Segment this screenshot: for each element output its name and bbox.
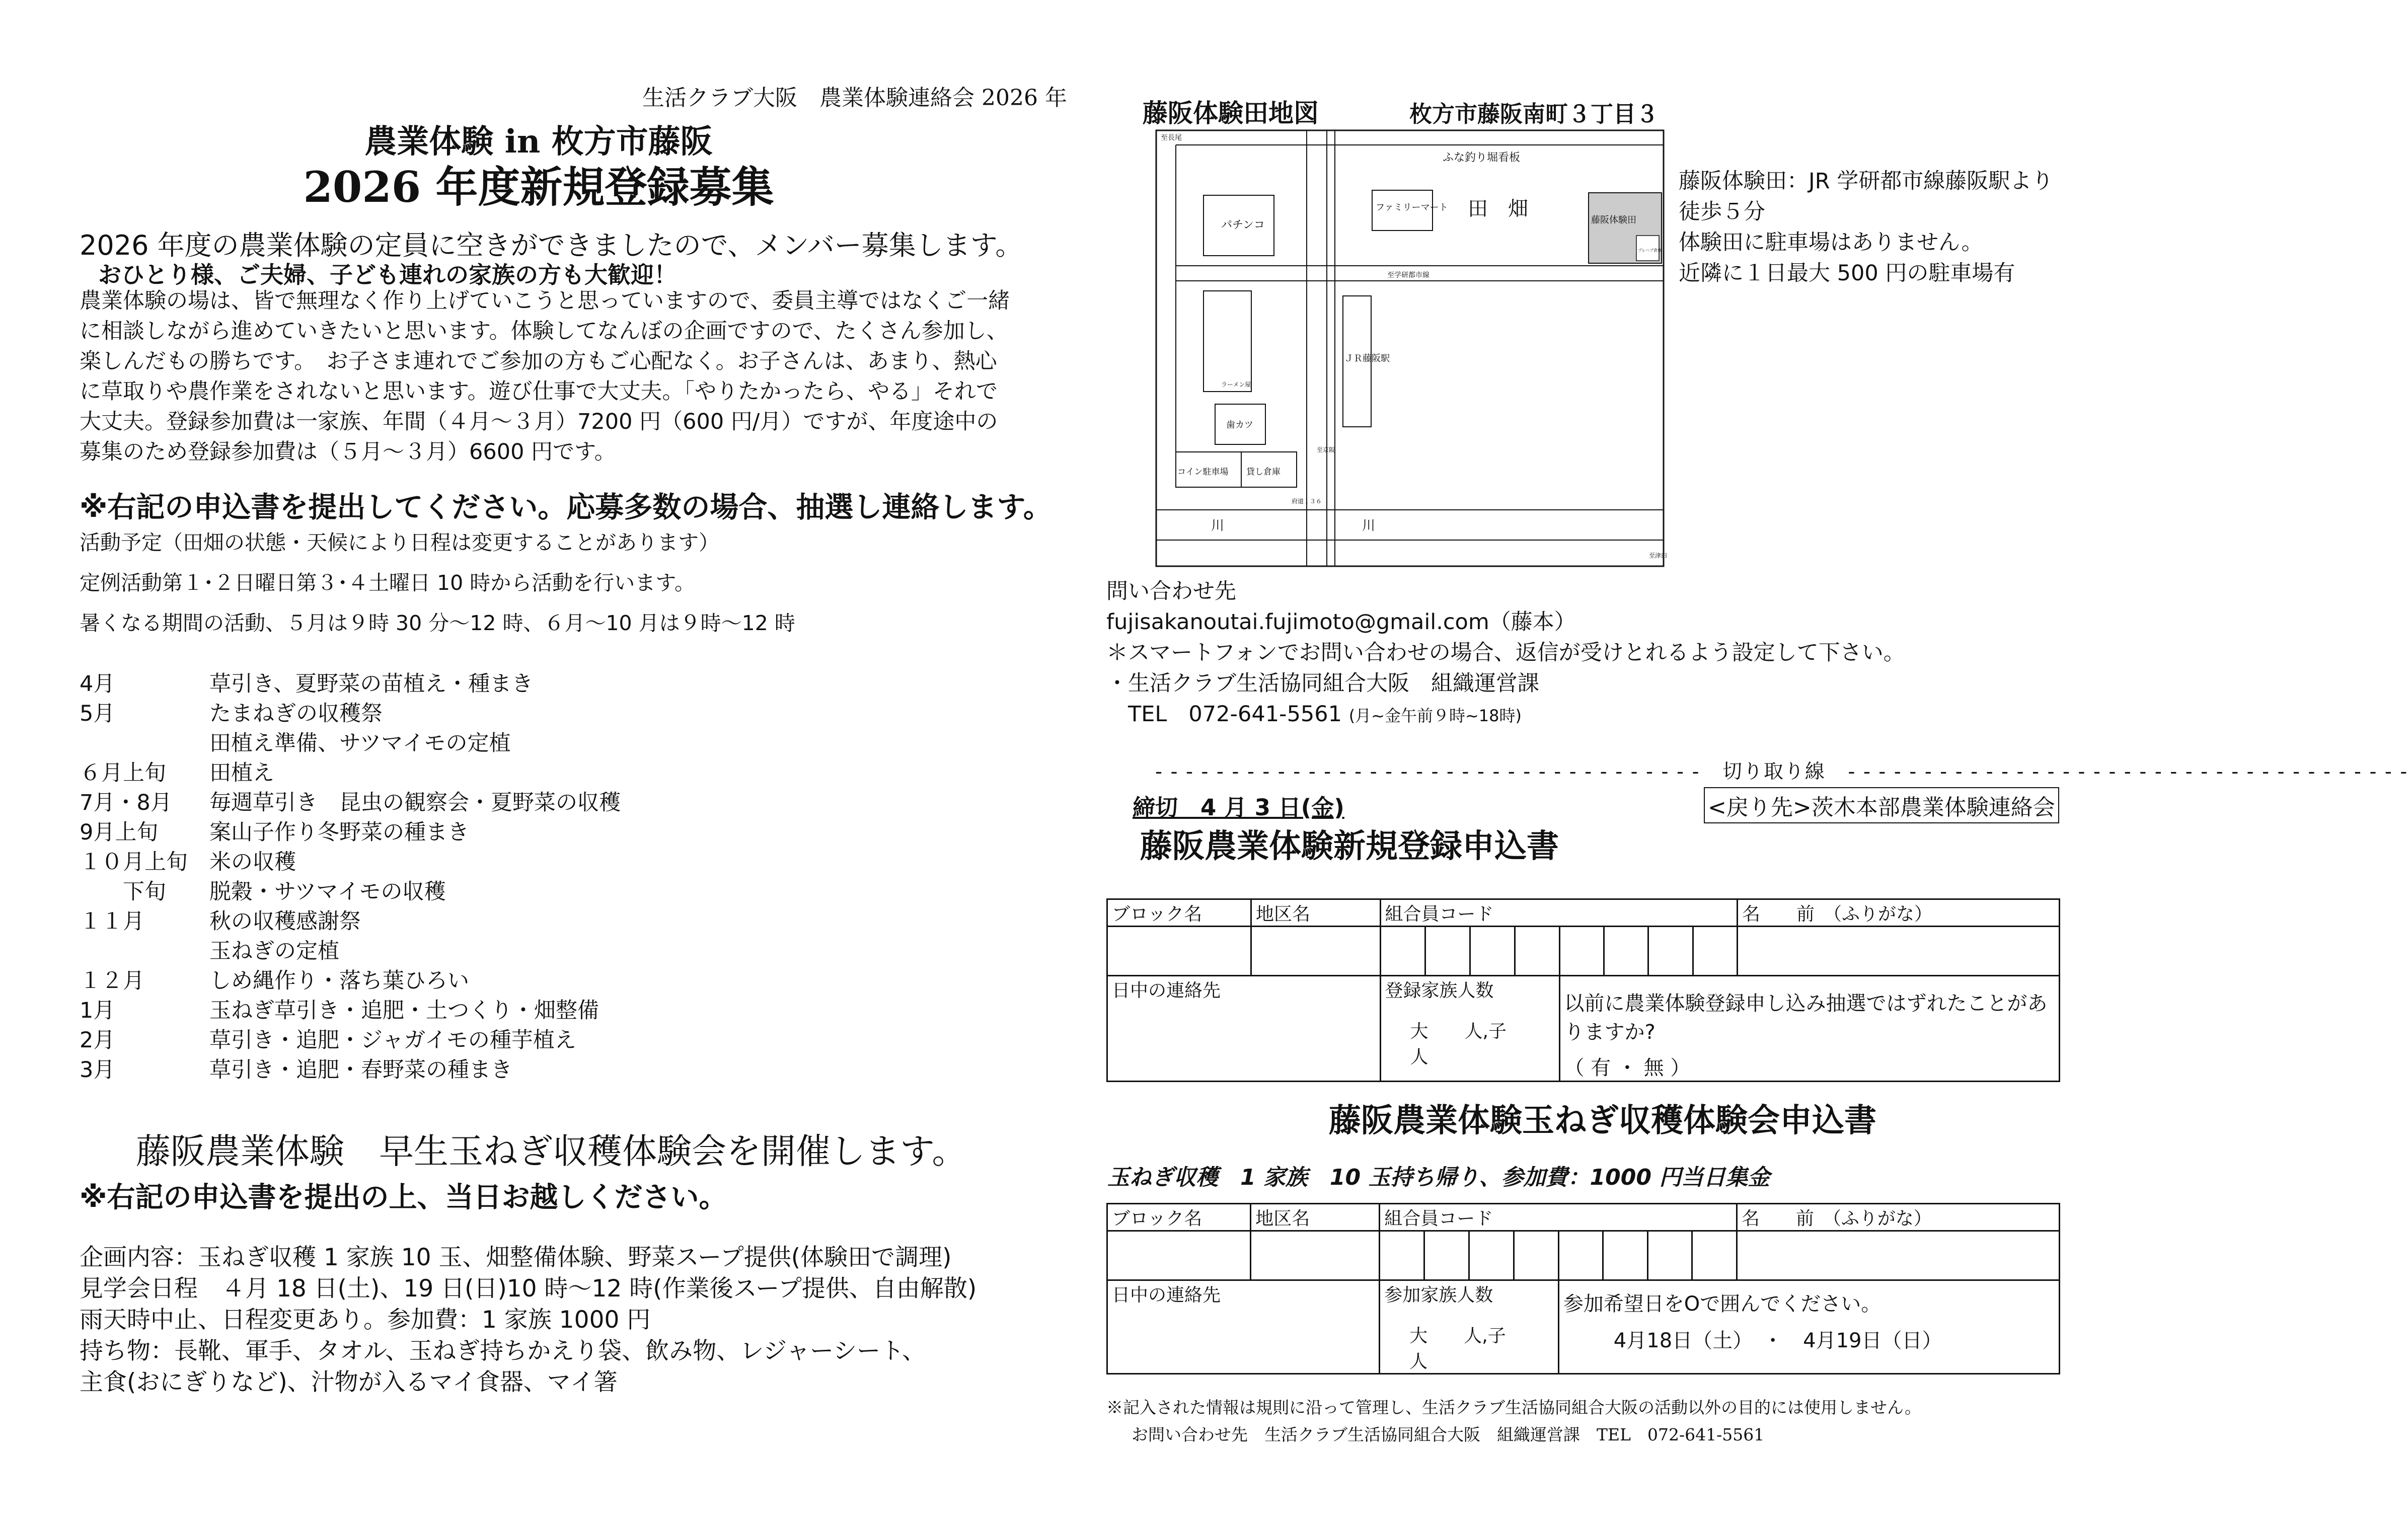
event-subtitle: ※右記の申込書を提出の上、当日お越しください。	[80, 1181, 727, 1214]
schedule-activity: 草引き・追肥・ジャガイモの種芋植え	[209, 1028, 576, 1053]
paragraph-line: 楽しんだもの勝ちです。 お子さま連れでご参加の方もご心配なく。お子さんは、あまり、熱心	[80, 349, 997, 374]
intro-paragraph	[80, 286, 1071, 467]
map-title: 藤阪体験田地図	[1143, 99, 1319, 128]
map-label-pachinko: パチンコ	[1221, 219, 1265, 232]
schedule-month: 3月	[80, 1057, 115, 1083]
map-label-warehouse: 貸し倉庫	[1246, 467, 1281, 477]
schedule-month: １１月	[80, 909, 144, 934]
map-label-field: 田 畑	[1468, 197, 1528, 220]
family-count-units: 大 人,子 人	[1409, 1326, 1542, 1372]
name-field[interactable]	[1737, 927, 2059, 976]
area-label: 地区名	[1251, 1204, 1380, 1231]
member-code-digit[interactable]	[1470, 927, 1515, 976]
family-count-label: 登録家族人数	[1385, 980, 1494, 1001]
member-code-digit[interactable]	[1648, 927, 1693, 976]
member-code-digit[interactable]	[1603, 1231, 1648, 1280]
member-code-label: 組合員コード	[1380, 899, 1737, 927]
cut-line-label: 切り取り線	[1722, 760, 1826, 783]
member-code-digit[interactable]	[1692, 1231, 1737, 1280]
schedule-activity: 脱穀・サツマイモの収穫	[209, 879, 446, 904]
family-count-field[interactable]	[1380, 976, 1559, 1082]
lottery-question-text: 以前に農業体験登録申し込み抽選ではずれたことがありますか?	[1564, 992, 2048, 1044]
harvest-event-form	[1106, 1203, 2060, 1374]
paragraph-line: 募集のため登録参加費は（５月～３月）6600 円です。	[80, 439, 616, 465]
schedule-month: 下旬	[80, 879, 166, 904]
return-address: <戻り先>茨木本部農業体験連絡会	[1704, 787, 2059, 823]
member-code-digit[interactable]	[1604, 927, 1648, 976]
contact-label: 問い合わせ先	[1106, 579, 1236, 604]
contact-tel	[1106, 699, 1905, 731]
schedule-month: １２月	[80, 968, 144, 994]
paragraph-line: に相談しながら進めていきたいと思います。体験してなんぼの企画ですので、たくさん参加し、	[80, 319, 1008, 344]
form1-title: 藤阪農業体験新規登録申込書	[1140, 828, 1559, 865]
map-label-fujisaka-field: 藤阪体験田	[1591, 215, 1636, 225]
page-title-line2: 2026 年度新規登録募集	[303, 162, 774, 212]
footer	[1106, 1394, 1921, 1448]
schedule-month: １０月上旬	[80, 850, 188, 875]
privacy-note: ※記入された情報は規則に沿って管理し、生活クラブ生活協同組合大阪の活動以外の目的には使用しません。	[1106, 1398, 1921, 1417]
family-count-field[interactable]	[1380, 1280, 1559, 1374]
schedule-month: 1月	[80, 998, 115, 1023]
map-label-road-nagao: 至長尾	[1161, 134, 1182, 142]
contact-tel-hours: (月~金午前９時~18時)	[1348, 706, 1522, 725]
map-label-station: ＪＲ藤阪駅	[1344, 353, 1390, 364]
map-label-prefab: プレハブ倉庫	[1638, 248, 1662, 253]
map-label-river2: 川	[1362, 518, 1376, 533]
event-detail-line: 見学会日程 ４月 18 日(土)、19 日(日)10 時～12 時(作業後スープ提供、自由解散)	[80, 1275, 977, 1303]
event-title: 藤阪農業体験 早生玉ねぎ収穫体験会を開催します。	[136, 1131, 967, 1172]
map-address: 枚方市藤阪南町３丁目３	[1409, 101, 1659, 127]
schedule-note: 活動予定（田畑の状態・天候により日程は変更することがあります）	[80, 530, 719, 555]
schedule-month: 7月・8月	[80, 790, 172, 815]
date-choice[interactable]	[1558, 1280, 2059, 1374]
form2-title: 藤阪農業体験玉ねぎ収穫体験会申込書	[1329, 1102, 1876, 1139]
intro-welcome: おひとり様、ご夫婦、子ども連れの家族の方も大歓迎！	[98, 261, 677, 288]
daytime-contact-label: 日中の連絡先	[1112, 980, 1221, 1001]
member-code-digit[interactable]	[1424, 1231, 1469, 1280]
schedule-month: ６月上旬	[80, 760, 166, 786]
schedule-activity: 毎週草引き 昆虫の観察会・夏野菜の収穫	[209, 790, 621, 815]
lottery-answer[interactable]: （ 有 ・ 無 ）	[1564, 1056, 1691, 1080]
application-notice: ※右記の申込書を提出してください。応募多数の場合、抽選し連絡します。	[80, 491, 1052, 524]
map-label-familymart: ファミリーマート	[1376, 202, 1448, 213]
paragraph-line: に草取りや農作業をされないと思います。遊び仕事で大丈夫。「やりたかったら、やる」それで	[80, 379, 998, 404]
member-code-digit[interactable]	[1425, 927, 1470, 976]
family-count-units: 大 人,子 人	[1410, 1021, 1543, 1067]
deadline: 締切 4 月 3 日(金)	[1133, 794, 1344, 821]
daytime-contact-field[interactable]	[1107, 976, 1381, 1082]
area-field[interactable]	[1251, 1231, 1380, 1280]
access-line: 藤阪体験田：JR 学研都市線藤阪駅より	[1679, 169, 2054, 194]
member-code-digit[interactable]	[1380, 927, 1425, 976]
registration-form	[1106, 898, 2060, 1082]
form2-subtitle: 玉ねぎ収穫 1 家族 10 玉持ち帰り、参加費：1000 円当日集金	[1107, 1165, 1770, 1190]
schedule-activity: 秋の収穫感謝祭	[209, 909, 361, 934]
member-code-digit[interactable]	[1469, 1231, 1514, 1280]
date-options[interactable]: 4月18日（土） ・ 4月19日（日）	[1613, 1329, 1942, 1352]
area-field[interactable]	[1251, 927, 1380, 976]
access-info	[1679, 166, 2053, 289]
org-header: 生活クラブ大阪 農業体験連絡会 2026 年	[642, 85, 1067, 111]
cut-line	[1155, 756, 2408, 784]
family-count-label: 参加家族人数	[1384, 1285, 1493, 1306]
member-code-digit[interactable]	[1514, 1231, 1558, 1280]
paragraph-line: 農業体験の場は、皆で無理なく作り上げていこうと思っていますので、委員主導ではなくご一緒	[80, 288, 1010, 314]
member-code-digit[interactable]	[1559, 927, 1604, 976]
contact-note: ＊スマートフォンでお問い合わせの場合、返信が受けとれるよう設定して下さい。	[1106, 640, 1905, 665]
member-code-digit[interactable]	[1515, 927, 1559, 976]
contact-info	[1106, 576, 1905, 731]
contact-email[interactable]: fujisakanoutai.fujimoto@gmail.com（藤本）	[1106, 609, 1576, 635]
member-code-label: 組合員コード	[1380, 1204, 1737, 1231]
intro-lead: 2026 年度の農業体験の定員に空きができましたので、メンバー募集します。	[80, 230, 1023, 261]
schedule-month: 2月	[80, 1028, 115, 1053]
block-label: ブロック名	[1107, 899, 1251, 927]
area-label: 地区名	[1251, 899, 1380, 927]
event-detail-line: 雨天時中止、日程変更あり。参加費：1 家族 1000 円	[80, 1306, 651, 1334]
map-label-road-tsuda: 至津田	[1649, 552, 1668, 559]
schedule-month: 5月	[80, 701, 115, 726]
schedule-month: 4月	[80, 671, 115, 697]
event-detail-line: 持ち物：長靴、軍手、タオル、玉ねぎ持ちかえり袋、飲み物、レジャーシート、	[80, 1337, 926, 1365]
lottery-question[interactable]	[1559, 976, 2060, 1082]
event-details	[80, 1242, 976, 1398]
date-choice-text: 参加希望日をOで囲んでください。	[1563, 1292, 1882, 1316]
name-label: 名 前 （ふりがな）	[1737, 899, 2059, 927]
schedule-summer: 暑くなる期間の活動、５月は９時 30 分～12 時、６月～10 月は９時～12 時	[80, 611, 795, 635]
map-label-fishing: ふな釣り堀看板	[1443, 151, 1521, 164]
schedule-activity: 米の収穫	[209, 850, 296, 875]
footer-contact: お問い合わせ先 生活クラブ生活協同組合大阪 組織運営課 TEL 072-641-5561	[1132, 1425, 1765, 1444]
schedule-activity: 玉ねぎの定植	[209, 939, 339, 964]
access-line: 近隣に１日最大 500 円の駐車場有	[1679, 261, 2015, 286]
name-label: 名 前 （ふりがな）	[1737, 1204, 2059, 1231]
event-detail-line: 主食(おにぎりなど)、汁物が入るマイ食器、マイ箸	[80, 1368, 618, 1396]
map-label-road-gakken: 至学研都市線	[1387, 271, 1429, 279]
cut-line-dashes: - - - - - - - - - - - - - - - - - - - - - - - - - - - - - - - - - - - -	[1155, 760, 1700, 783]
schedule-regular: 定例活動第１･２日曜日第３･４土曜日 10 時から活動を行います。	[80, 571, 695, 595]
schedule-activity: 草引き・追肥・春野菜の種まき	[209, 1057, 512, 1083]
map-label-shop: 歯カツ	[1226, 420, 1253, 430]
schedule-activity: 案山子作り冬野菜の種まき	[209, 820, 469, 845]
name-field[interactable]	[1737, 1231, 2059, 1280]
access-line: 徒歩５分	[1679, 199, 1765, 224]
member-code-digit[interactable]	[1380, 1231, 1424, 1280]
schedule-activity: たまねぎの収穫祭	[209, 701, 383, 726]
map-label-road-keihan: 至京阪	[1317, 446, 1335, 453]
event-detail-line: 企画内容：玉ねぎ収穫 1 家族 10 玉、畑整備体験、野菜スープ提供(体験田で調理)	[80, 1244, 952, 1271]
schedule-activity: しめ縄作り・落ち葉ひろい	[209, 968, 469, 994]
map-label-river: 川	[1211, 518, 1225, 533]
member-code-digit[interactable]	[1647, 1231, 1692, 1280]
block-field[interactable]	[1107, 927, 1251, 976]
schedule-activity: 田植え	[209, 760, 274, 786]
daytime-contact-label: 日中の連絡先	[1112, 1285, 1221, 1306]
contact-tel-number: TEL 072-641-5561	[1128, 702, 1342, 727]
map-label-crossing: 府道１３６	[1292, 498, 1322, 505]
member-code-digit[interactable]	[1693, 927, 1737, 976]
schedule-activity: 田植え準備、サツマイモの定植	[209, 731, 511, 756]
contact-org: ・生活クラブ生活協同組合大阪 組織運営課	[1106, 671, 1539, 696]
schedule-activity: 玉ねぎ草引き・追肥・土つくり・畑整備	[209, 998, 599, 1023]
paragraph-line: 大丈夫。登録参加費は一家族、年間（４月～３月）7200 円（600 円/月）ですが、年度途中の	[80, 409, 998, 434]
access-map	[1156, 130, 1668, 567]
schedule-activity: 草引き、夏野菜の苗植え・種まき	[209, 671, 534, 697]
map-label-ramen: ラーメン屋	[1221, 381, 1251, 388]
block-label: ブロック名	[1107, 1204, 1251, 1231]
block-field[interactable]	[1107, 1231, 1251, 1280]
page-title-line1: 農業体験 in 枚方市藤阪	[364, 123, 713, 161]
member-code-digit[interactable]	[1558, 1231, 1603, 1280]
daytime-contact-field[interactable]	[1107, 1280, 1380, 1374]
schedule-month: 9月上旬	[80, 820, 159, 845]
access-line: 体験田に駐車場はありません。	[1679, 230, 1983, 255]
cut-line-dashes: - - - - - - - - - - - - - - - - - - - - - - - - - - - - - - - - - - - - -	[1848, 760, 2408, 783]
map-label-coin-parking: コイン駐車場	[1177, 467, 1229, 477]
